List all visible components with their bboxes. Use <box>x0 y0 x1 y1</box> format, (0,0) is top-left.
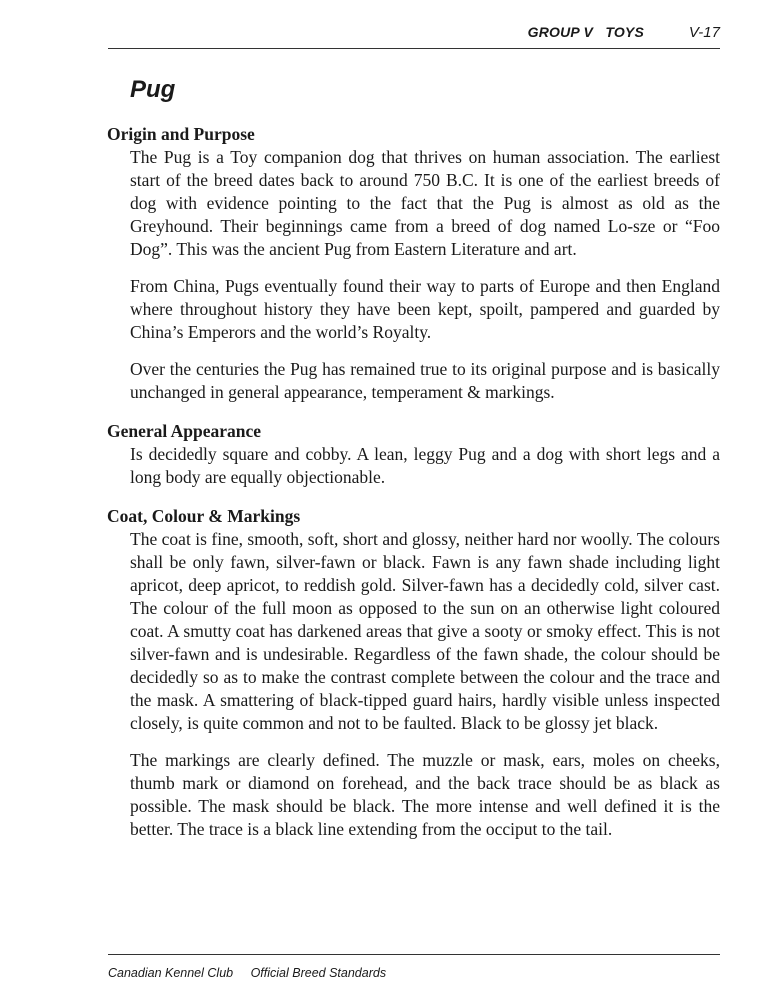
footer-rule <box>108 954 720 955</box>
paragraph: From China, Pugs eventually found their way to parts of Europe and then England where throughout history they have been kept, spoilt, pampered and guarded by China’s Emperors and the world’s Royalty. <box>130 276 720 342</box>
page-number: V-17 <box>688 24 720 41</box>
paragraph: Over the centuries the Pug has remained true to its original purpose and is basically unchanged in general appearance, temperament & markings. <box>130 359 720 402</box>
paragraph: Is decidedly square and cobby. A lean, leggy Pug and a dog with short legs and a long body are equally objectionable. <box>130 444 720 487</box>
section-heading: General Appearance <box>107 421 262 441</box>
paragraph: The Pug is a Toy companion dog that thrives on human association. The earliest start of the breed dates back to around 750 B.C. It is one of the earliest breeds of dog with evidence pointing to the fact that the Pug is almost as old as the Greyhound. Their beginnings came from a breed of dog named Lo-sze or “Foo Dog”. This was the ancient Pug from Eastern Literature and art. <box>130 147 720 259</box>
running-footer <box>108 966 386 980</box>
section-general-appearance <box>107 420 720 489</box>
header-rule <box>108 48 720 49</box>
breed-title: Pug <box>130 76 176 103</box>
section-heading: Coat, Colour & Markings <box>107 506 301 526</box>
paragraph: The markings are clearly defined. The muzzle or mask, ears, moles on cheeks, thumb mark or diamond on forehead, and the back trace should be as black as possible. The mask should be black. The more intense and well defined it is the better. The trace is a black line extending from the occiput to the tail. <box>130 750 720 839</box>
footer-publication: Official Breed Standards <box>250 966 387 980</box>
breed-standard-body <box>107 123 720 857</box>
group-label: GROUP V TOYS <box>527 24 644 40</box>
section-coat-colour-markings <box>107 505 720 841</box>
running-header <box>108 22 720 48</box>
paragraph: The coat is fine, smooth, soft, short and glossy, neither hard nor woolly. The colours shall be only fawn, silver-fawn or black. Fawn is any fawn shade including light apricot, deep apricot, to reddish gold. Silver-fawn has a decidedly cold, silver cast. The colour of the full moon as opposed to the sun on an otherwise light coloured coat. A smutty coat has darkened areas that give a sooty or smoky effect. This is not silver-fawn and is undesirable. Regardless of the fawn shade, the colour should be decidedly so as to make the contrast complete between the colour and the trace and the mask. A smattering of black-tipped guard hairs, hardly visible unless inspected closely, is quite common and not to be faulted. Black to be glossy jet black. <box>130 529 720 733</box>
section-heading: Origin and Purpose <box>107 124 255 144</box>
footer-club: Canadian Kennel Club <box>108 966 234 980</box>
section-origin-and-purpose <box>107 123 720 404</box>
